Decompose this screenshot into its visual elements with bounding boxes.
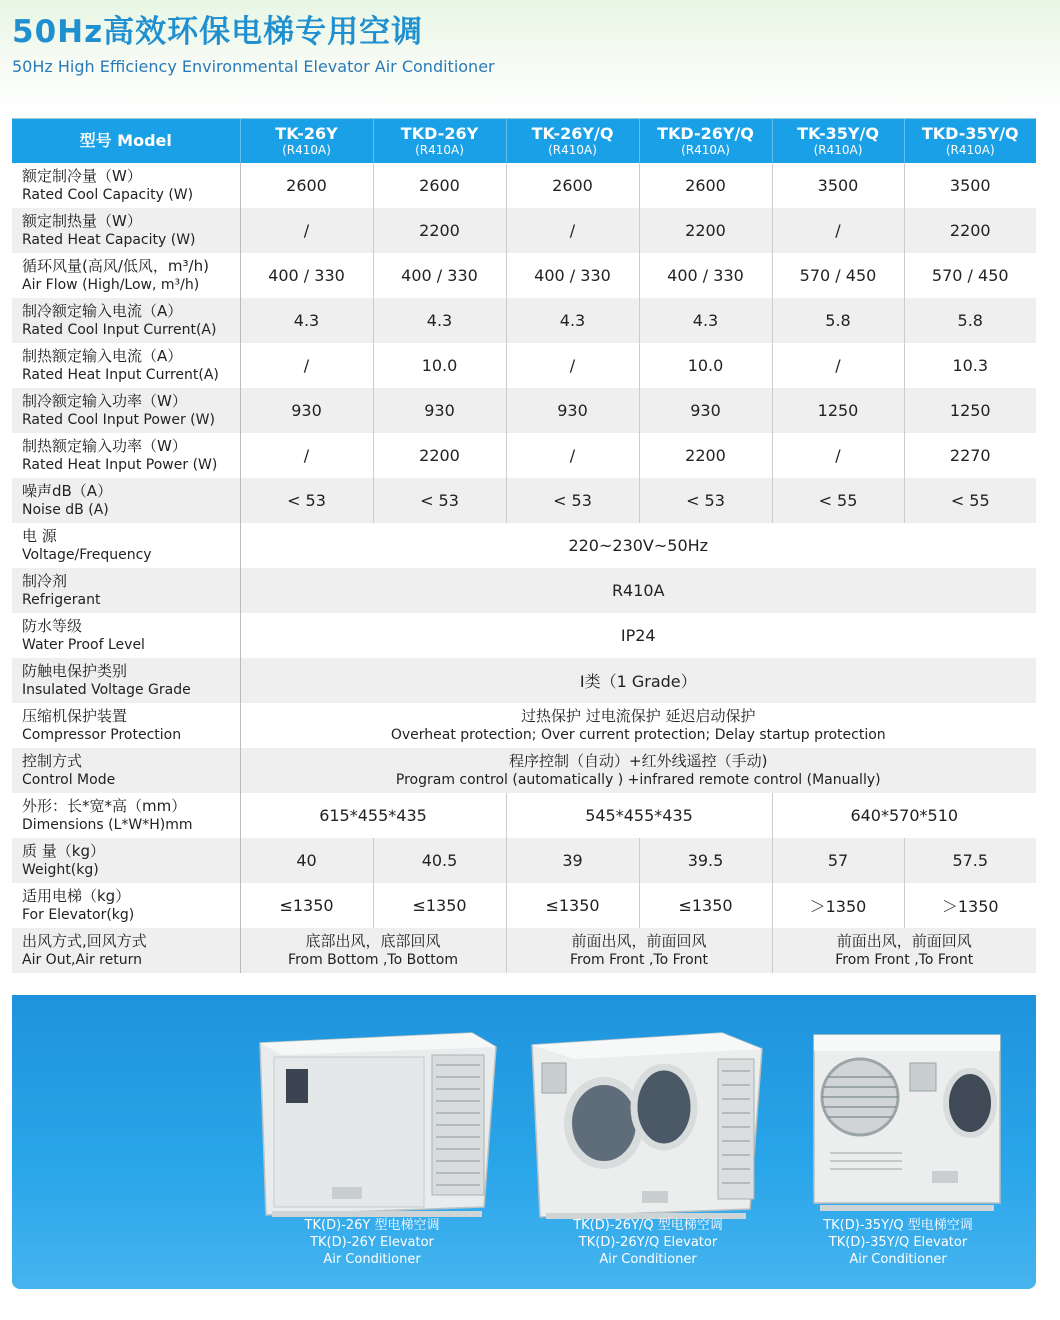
table-cell: 39 — [506, 838, 639, 883]
row-label-en: Rated Heat Input Power (W) — [22, 456, 218, 473]
model-header — [772, 119, 904, 163]
model-refrigerant: (R410A) — [681, 143, 730, 157]
model-refrigerant: (R410A) — [945, 143, 995, 157]
row-label — [12, 208, 240, 253]
table-row-airflow-direction — [12, 928, 1036, 973]
table-row-refrigerant — [12, 568, 1036, 613]
row-label — [12, 343, 240, 388]
table-cell — [240, 928, 506, 973]
cell-text-cn: 前面出风，前面回风 — [571, 931, 707, 950]
row-label-en: Voltage/Frequency — [22, 546, 152, 563]
table-cell: ＞1350 — [772, 883, 904, 928]
row-label — [12, 793, 240, 838]
row-label-en: Control Mode — [22, 771, 116, 788]
table-row-voltage — [12, 523, 1036, 568]
table-row-compressor — [12, 703, 1036, 748]
table-cell: 2200 — [373, 433, 506, 478]
table-cell: ≤1350 — [506, 883, 639, 928]
table-cell: 930 — [639, 388, 772, 433]
table-cell — [240, 703, 1036, 748]
row-label — [12, 748, 240, 793]
table-cell: 4.3 — [506, 298, 639, 343]
row-label — [12, 928, 240, 973]
table-cell — [772, 928, 1036, 973]
table-cell — [240, 748, 1036, 793]
table-cell: ≤1350 — [240, 883, 373, 928]
table-cell: 2600 — [506, 163, 639, 208]
row-label-en: Weight(kg) — [22, 861, 99, 878]
row-label-en: Rated Heat Capacity (W) — [22, 231, 196, 248]
model-header — [506, 119, 639, 163]
row-label — [12, 613, 240, 658]
row-label — [12, 838, 240, 883]
table-cell: 3500 — [949, 176, 991, 195]
table-cell: < 55 — [904, 478, 1036, 523]
table-cell: 5.8 — [772, 298, 904, 343]
table-cell: 2200 — [639, 208, 772, 253]
table-cell: 930 — [240, 388, 373, 433]
table-cell: 57 — [772, 838, 904, 883]
row-label-cn: 制冷剂 — [22, 571, 68, 590]
row-label — [12, 658, 240, 703]
model-name: TKD-26Y — [400, 124, 479, 143]
table-cell: 10.0 — [373, 343, 506, 388]
table-cell: R410A — [240, 568, 1036, 613]
table-cell: < 55 — [772, 478, 904, 523]
row-label-en: Refrigerant — [22, 591, 101, 608]
table-cell: / — [772, 208, 904, 253]
table-cell: 57.5 — [904, 838, 1036, 883]
table-row — [12, 208, 1036, 253]
row-label — [12, 883, 240, 928]
table-cell: 10.3 — [952, 356, 989, 375]
table-cell: ≤1350 — [373, 883, 506, 928]
table-cell: / — [240, 208, 373, 253]
cell-text-en: From Front ,To Front — [835, 951, 974, 968]
model-refrigerant: (R410A) — [415, 143, 464, 157]
row-label-en: Water Proof Level — [22, 636, 145, 653]
page-title-cn: 50Hz高效环保电梯专用空调 — [12, 14, 424, 50]
table-cell: / — [240, 343, 373, 388]
product-image-26y — [252, 1025, 502, 1225]
table-cell: < 53 — [240, 478, 373, 523]
table-cell: 2600 — [373, 163, 506, 208]
row-label — [12, 433, 240, 478]
table-cell: 2200 — [373, 208, 506, 253]
row-label-en: Air Flow (High/Low, m³/h) — [22, 276, 200, 293]
table-row-elevator — [12, 883, 1036, 928]
row-label-cn: 防水等级 — [22, 616, 83, 635]
caption-en-2: Air Conditioner — [323, 1252, 421, 1267]
row-label-cn: 防触电保护类别 — [22, 661, 128, 680]
table-cell: 1250 — [904, 388, 1036, 433]
table-cell: < 53 — [506, 478, 639, 523]
row-label-en: Rated Cool Input Current(A) — [22, 321, 217, 338]
table-cell: < 53 — [639, 478, 772, 523]
row-label-cn: 循环风量(高风/低风，m³/h) — [22, 256, 209, 275]
row-label — [12, 703, 240, 748]
cell-text-en: Program control (automatically ) +infrared remote control (Manually) — [395, 771, 881, 788]
table-cell: 570 / 450 — [931, 266, 1009, 285]
table-cell: 3500 — [772, 163, 904, 208]
table-cell: 400 / 330 — [506, 253, 639, 298]
cell-text-en: Overheat protection; Over current protection; Delay startup protection — [390, 726, 886, 743]
caption-cn: TK(D)-26Y/Q 型电梯空调 — [573, 1218, 723, 1233]
model-header — [373, 119, 506, 163]
table-cell: 545*455*435 — [506, 793, 772, 838]
table-cell: / — [506, 343, 639, 388]
table-cell: ≤1350 — [639, 883, 772, 928]
cell-text-cn: 过热保护 过电流保护 延迟启动保护 — [520, 706, 756, 725]
table-cell: ＞1350 — [941, 897, 999, 916]
table-cell: 930 — [506, 388, 639, 433]
model-refrigerant: (R410A) — [548, 143, 597, 157]
row-label — [12, 253, 240, 298]
table-cell: 400 / 330 — [240, 253, 373, 298]
row-label-cn: 制冷额定输入电流（A） — [22, 301, 183, 320]
table-row — [12, 388, 1036, 433]
table-cell: 4.3 — [373, 298, 506, 343]
row-label — [12, 568, 240, 613]
table-row — [12, 433, 1036, 478]
caption-en-1: TK(D)-35Y/Q Elevator — [828, 1235, 968, 1250]
table-cell: I类（1 Grade） — [240, 658, 1036, 703]
table-row — [12, 478, 1036, 523]
row-label-cn: 压缩机保护装置 — [22, 706, 128, 725]
row-label-cn: 控制方式 — [22, 751, 83, 770]
row-label-cn: 出风方式,回风方式 — [22, 931, 147, 950]
table-cell — [506, 928, 772, 973]
table-cell: 4.3 — [240, 298, 373, 343]
table-row — [12, 298, 1036, 343]
caption-en-1: TK(D)-26Y/Q Elevator — [578, 1235, 718, 1250]
model-header — [240, 119, 373, 163]
row-label-cn: 制热额定输入电流（A） — [22, 346, 183, 365]
table-cell: 39.5 — [639, 838, 772, 883]
row-label-cn: 外形：长*宽*高（mm） — [22, 796, 187, 815]
spec-table — [12, 118, 1036, 973]
row-label-en: Rated Cool Capacity (W) — [22, 186, 194, 203]
table-cell: 4.3 — [639, 298, 772, 343]
table-row — [12, 163, 1036, 208]
table-cell: 1250 — [772, 388, 904, 433]
product-caption-26yq — [538, 1217, 758, 1268]
row-label — [12, 478, 240, 523]
cell-text-cn: 前面出风，前面回风 — [836, 931, 972, 950]
row-label-cn: 额定制热量（W） — [22, 211, 142, 230]
caption-en-2: Air Conditioner — [599, 1252, 697, 1267]
model-refrigerant: (R410A) — [813, 143, 863, 157]
table-cell: 640*570*510 — [850, 806, 959, 825]
table-cell: < 53 — [373, 478, 506, 523]
table-cell: 615*455*435 — [240, 793, 506, 838]
product-photo-band — [12, 995, 1036, 1289]
table-cell: 2600 — [240, 163, 373, 208]
model-name: TK-35Y/Q — [797, 124, 879, 143]
table-cell: / — [506, 208, 639, 253]
caption-cn: TK(D)-26Y 型电梯空调 — [304, 1218, 440, 1233]
product-image-35yq — [802, 1025, 1012, 1220]
row-label-en: For Elevator(kg) — [22, 906, 135, 923]
table-cell: 400 / 330 — [639, 253, 772, 298]
row-label-cn: 制冷额定输入功率（W） — [22, 391, 187, 410]
row-label-cn: 电 源 — [22, 526, 57, 545]
table-cell: 40.5 — [373, 838, 506, 883]
table-cell: 930 — [373, 388, 506, 433]
caption-cn: TK(D)-35Y/Q 型电梯空调 — [823, 1218, 973, 1233]
row-label — [12, 523, 240, 568]
table-row-weight — [12, 838, 1036, 883]
caption-en-2: Air Conditioner — [849, 1252, 947, 1267]
cell-text-cn: 程序控制（自动）+红外线遥控（手动) — [509, 751, 768, 770]
row-label-cn: 适用电梯（kg） — [22, 886, 131, 905]
product-image-26yq — [522, 1023, 782, 1228]
model-refrigerant: (R410A) — [282, 143, 331, 157]
table-cell: 400 / 330 — [373, 253, 506, 298]
table-header-row — [12, 119, 1036, 163]
table-row — [12, 253, 1036, 298]
row-label-en: Air Out,Air return — [22, 951, 142, 968]
model-name: TKD-26Y/Q — [657, 124, 754, 143]
product-caption-35yq — [788, 1217, 1008, 1268]
row-label — [12, 388, 240, 433]
cell-text-en: From Bottom ,To Bottom — [288, 951, 458, 968]
row-label-cn: 噪声dB（A） — [22, 481, 113, 500]
row-label-cn: 制热额定输入功率（W） — [22, 436, 187, 455]
cell-text-en: From Front ,To Front — [569, 951, 709, 968]
table-cell: 40 — [240, 838, 373, 883]
table-cell: 570 / 450 — [772, 253, 904, 298]
table-cell: / — [772, 433, 904, 478]
row-label-cn: 质 量（kg） — [22, 841, 105, 860]
cell-text-cn: 底部出风，底部回风 — [305, 931, 441, 950]
table-cell: / — [240, 433, 373, 478]
model-name: TKD-35Y/Q — [921, 124, 1019, 143]
row-label — [12, 163, 240, 208]
table-cell: 220~230V~50Hz — [568, 536, 709, 555]
row-label-en: Noise dB (A) — [22, 501, 109, 518]
table-row — [12, 343, 1036, 388]
model-label: 型号 Model — [12, 119, 240, 163]
page-header — [0, 0, 1060, 110]
row-label-en: Compressor Protection — [22, 726, 182, 743]
row-label-en: Rated Cool Input Power (W) — [22, 411, 215, 428]
table-cell: 2270 — [949, 446, 991, 465]
row-label-cn: 额定制冷量（W） — [22, 166, 142, 185]
caption-en-1: TK(D)-26Y Elevator — [310, 1235, 434, 1250]
table-cell: / — [772, 343, 904, 388]
table-cell: 2200 — [639, 433, 772, 478]
model-header — [639, 119, 772, 163]
table-cell: 10.0 — [639, 343, 772, 388]
model-header — [904, 119, 1036, 163]
table-cell: 2600 — [639, 163, 772, 208]
table-row-control — [12, 748, 1036, 793]
row-label — [12, 298, 240, 343]
row-label-en: Rated Heat Input Current(A) — [22, 366, 219, 383]
table-cell: IP24 — [620, 626, 656, 645]
table-row-waterproof — [12, 613, 1036, 658]
page-title-en: 50Hz High Efficiency Environmental Elevator Air Conditioner — [12, 57, 495, 76]
model-name: TK-26Y — [275, 124, 338, 143]
model-name: TK-26Y/Q — [531, 124, 614, 143]
product-caption-26y — [262, 1217, 482, 1268]
table-row-insulation — [12, 658, 1036, 703]
table-cell: 2200 — [904, 208, 1036, 253]
row-label-en: Dimensions (L*W*H)mm — [22, 816, 193, 833]
table-row-dimensions — [12, 793, 1036, 838]
table-cell: / — [506, 433, 639, 478]
row-label-en: Insulated Voltage Grade — [22, 681, 191, 698]
table-cell: 5.8 — [904, 298, 1036, 343]
